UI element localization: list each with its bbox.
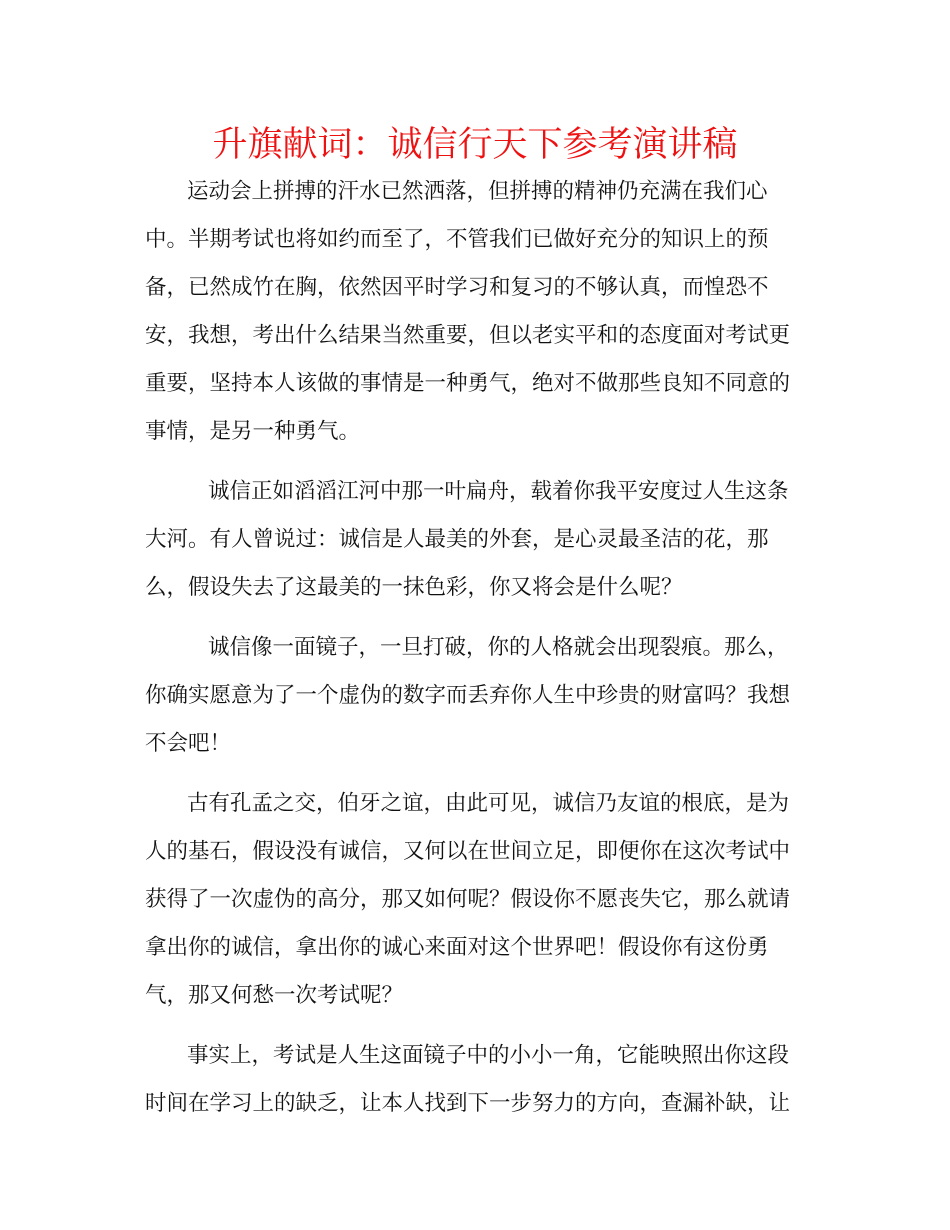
paragraph [145,624,805,768]
paragraph-gap [145,768,805,780]
paragraph-gap [145,612,805,624]
text-line: 运动会上拼搏的汗水已然洒落，但拼搏的精神仍充满在我们心 [187,179,768,204]
text-line: 么，假设失去了这最美的一抹色彩，你又将会是什么呢？ [145,575,683,600]
text-line: 安，我想，考出什么结果当然重要，但以老实平和的态度面对考试更 [145,323,791,348]
text-line: 大河。有人曾说过：诚信是人最美的外套，是心灵最圣洁的花，那 [145,527,769,552]
text-line: 获得了一次虚伪的高分，那又如何呢？假设你不愿丧失它，那么就请 [145,887,791,912]
text-line: 时间在学习上的缺乏，让本人找到下一步努力的方向，查漏补缺，让 [145,1091,791,1116]
text-line: 备，已然成竹在胸，依然因平时学习和复习的不够认真，而惶恐不 [145,275,769,300]
text-line: 重要，坚持本人该做的事情是一种勇气，绝对不做那些良知不同意的 [145,371,791,396]
text-line: 诚信像一面镜子，一旦打破，你的人格就会出现裂痕。那么， [208,635,789,660]
paragraph [145,168,805,456]
text-line: 诚信正如滔滔江河中那一叶扁舟，载着你我平安度过人生这条 [208,479,789,504]
paragraph-gap [145,456,805,468]
text-line: 事情，是另一种勇气。 [145,419,361,444]
text-line: 中。半期考试也将如约而至了，不管我们已做好充分的知识上的预 [145,227,769,252]
text-line: 拿出你的诚信，拿出你的诚心来面对这个世界吧！假设你有这份勇 [145,935,769,960]
paragraph [145,468,805,612]
text-line: 气，那又何愁一次考试呢？ [145,983,404,1008]
document-body [145,168,805,1128]
document-title: 升旗献词：诚信行天下参考演讲稿 [212,125,738,165]
paragraph-gap [145,1020,805,1032]
text-line: 古有孔孟之交，伯牙之谊，由此可见，诚信乃友谊的根底，是为 [187,791,790,816]
paragraph [145,780,805,1020]
text-line: 事实上，考试是人生这面镜子中的小小一角，它能映照出你这段 [187,1043,790,1068]
text-line: 不会吧！ [145,731,232,756]
text-line: 你确实愿意为了一个虚伪的数字而丢弃你人生中珍贵的财富吗？我想 [145,683,791,708]
paragraph [145,1032,805,1128]
text-line: 人的基石，假设没有诚信，又何以在世间立足，即便你在这次考试中 [145,839,791,864]
